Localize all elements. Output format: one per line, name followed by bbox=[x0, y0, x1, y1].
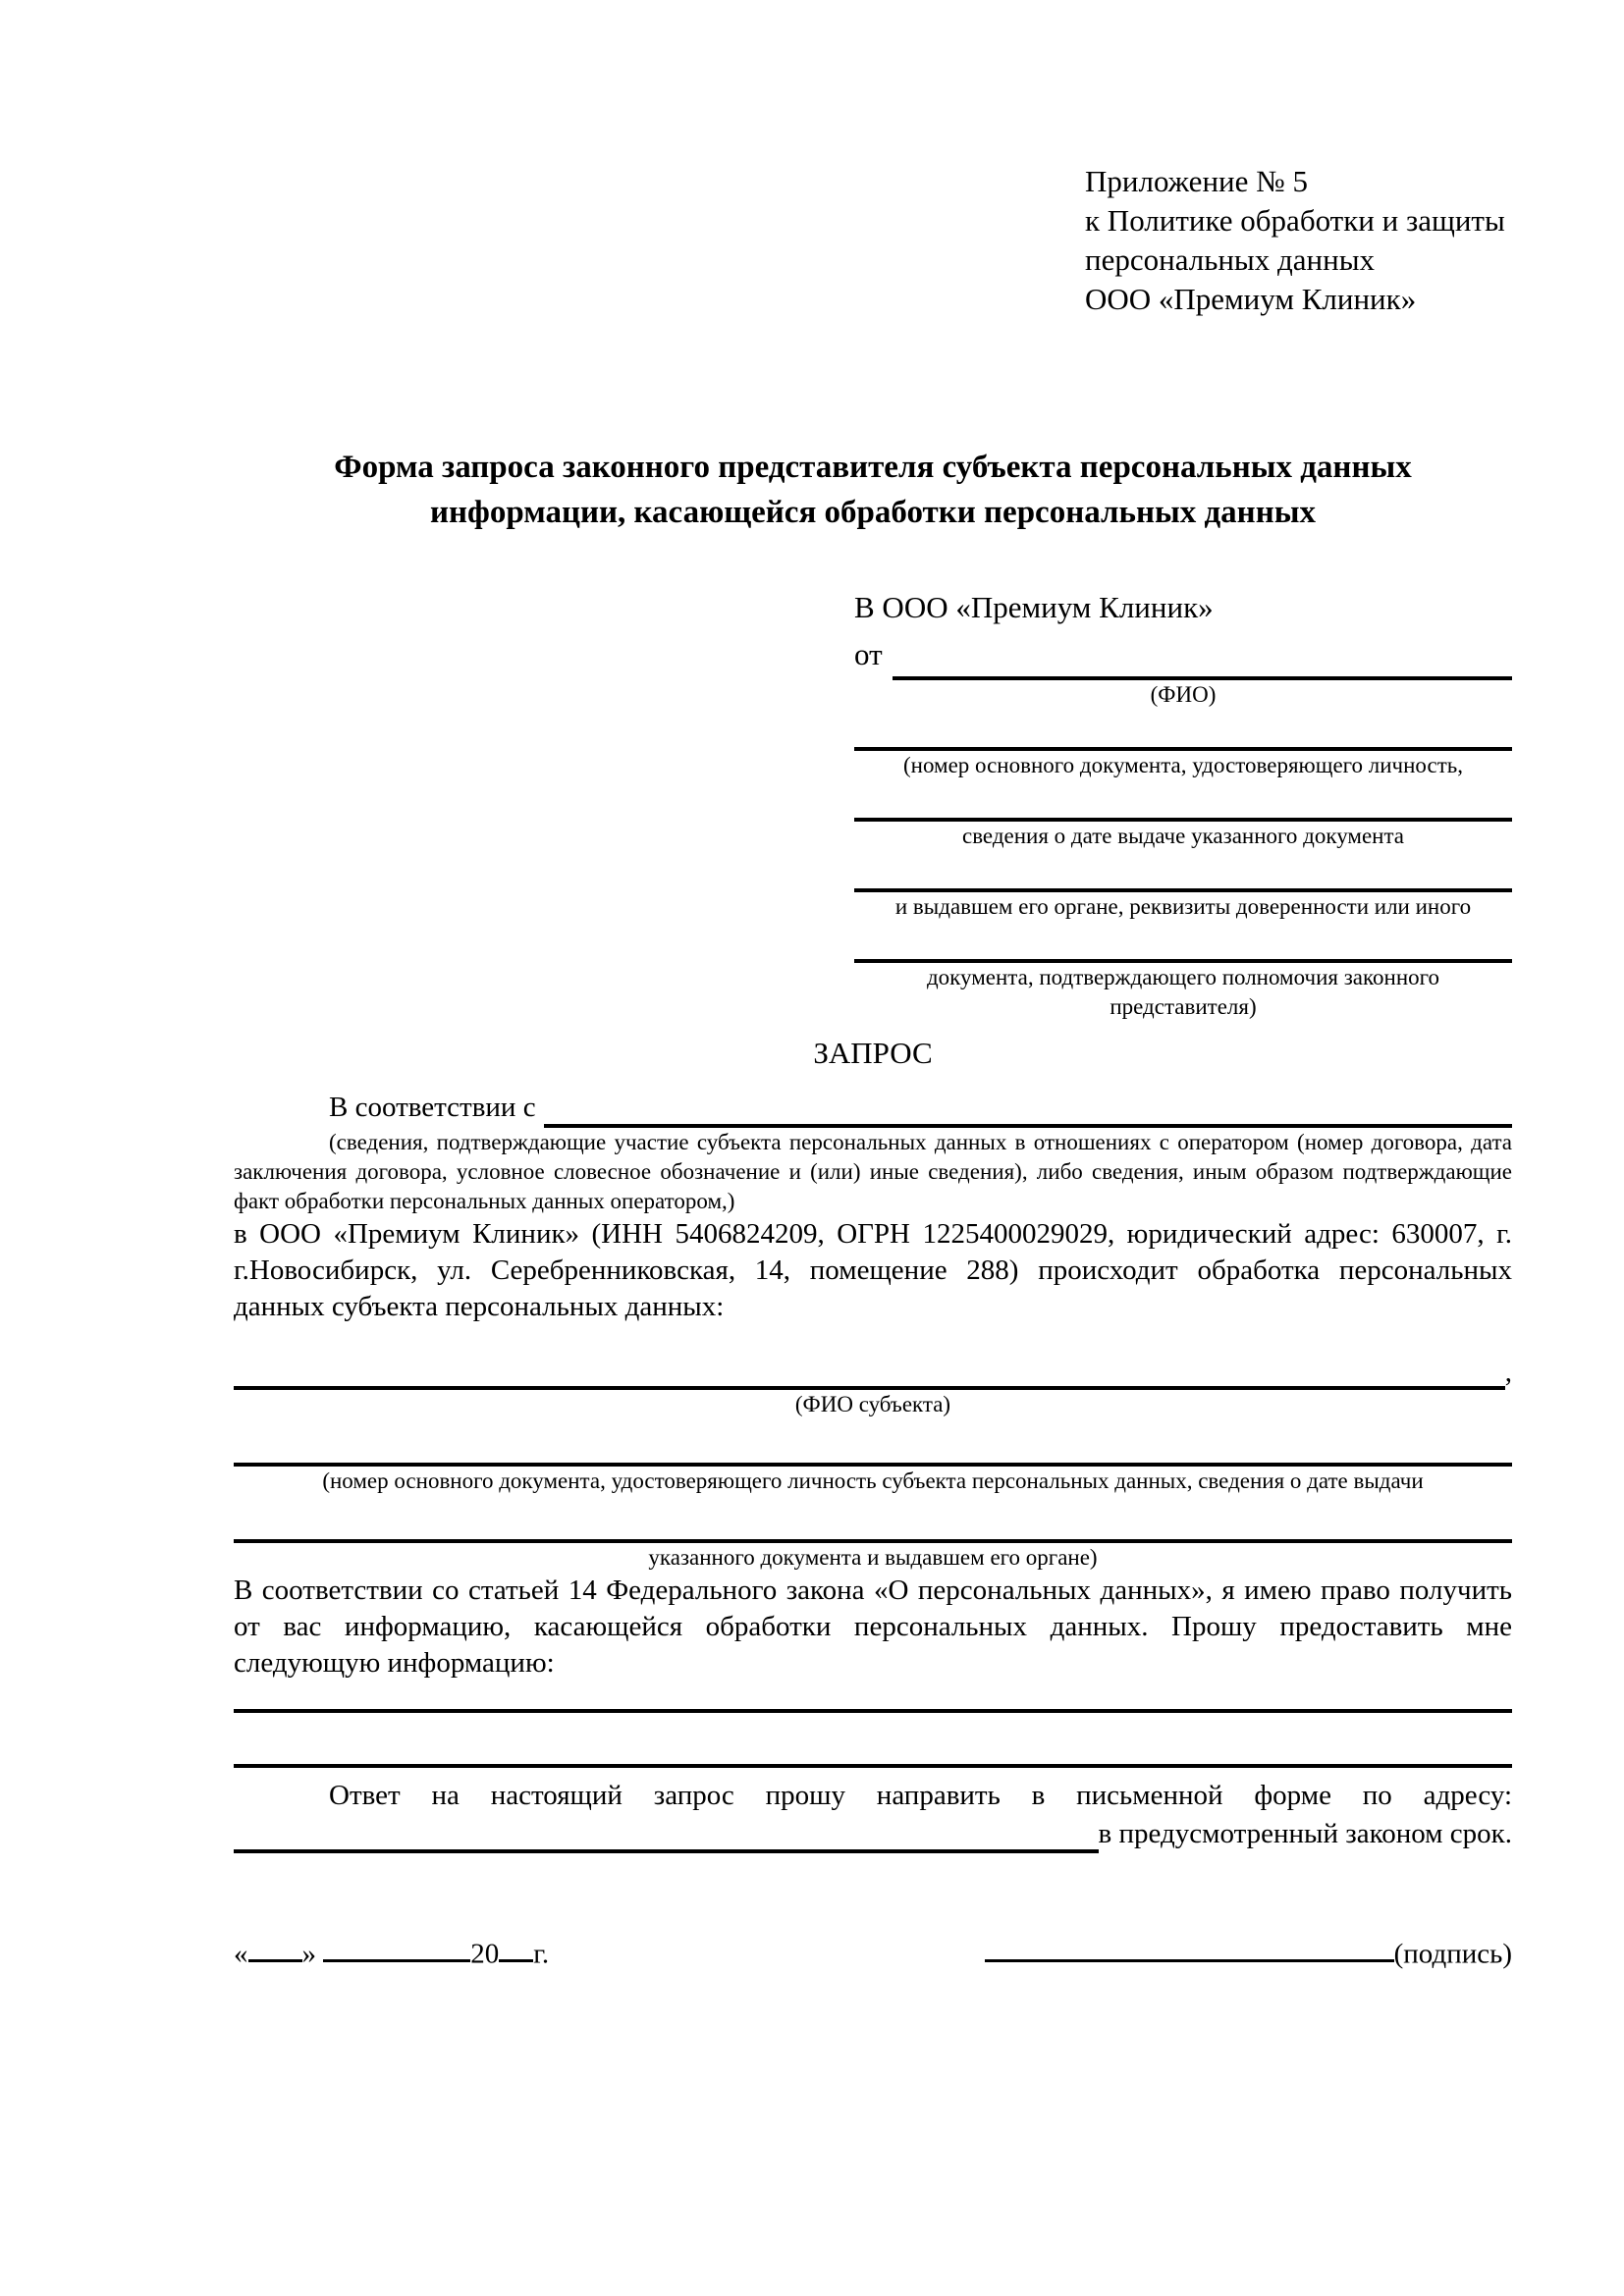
field-group bbox=[854, 747, 1512, 780]
year-prefix: 20 bbox=[470, 1938, 500, 1970]
addressee-to: В ООО «Премиум Клиник» bbox=[854, 590, 1214, 624]
field-caption: (номер основного документа, удостоверяющего личность, bbox=[902, 753, 1463, 777]
blank-line bbox=[544, 1087, 1512, 1128]
field-group bbox=[854, 959, 1512, 1022]
field-caption: (ФИО) bbox=[1150, 682, 1217, 707]
field-caption: сведения о дате выдаче указанного документа bbox=[961, 824, 1405, 848]
blank-year bbox=[499, 1930, 533, 1962]
law-paragraph: В соответствии со статьей 14 Федерального закона «О персональных данных», я имею право получить от вас информацию, касающейся обработки персональных данных. Прошу предоставить мне следующую информацию: bbox=[234, 1575, 1512, 1679]
document-title-line: информации, касающейся обработки персональных данных bbox=[430, 495, 1316, 530]
blank-line bbox=[234, 1764, 1512, 1768]
signature-field bbox=[985, 1930, 1512, 1972]
appendix-line: к Политике обработки и защиты bbox=[1085, 203, 1505, 238]
addressee-block bbox=[854, 586, 1512, 1022]
blank-line bbox=[893, 629, 1512, 680]
from-label: от bbox=[854, 637, 883, 671]
field-caption: (ФИО субъекта) bbox=[794, 1392, 951, 1416]
field-caption: (номер основного документа, удостоверяющего личность субъекта персональных данных, сведения о дате выдачи bbox=[322, 1468, 1424, 1493]
accordance-label: В соответствии с bbox=[329, 1092, 536, 1123]
operator-paragraph: в ООО «Премиум Клиник» (ИНН 5406824209, ОГРН 1225400029029, юридический адрес: 630007, г. г.Новосибирск, ул. Серебренниковская, 14, помещение 288) происходит обработка персональных данных субъекта персональных данных: bbox=[234, 1218, 1512, 1322]
open-quote: « bbox=[234, 1938, 248, 1970]
date-field bbox=[234, 1930, 549, 1972]
field-caption: документа, подтверждающего полномочия законного представителя) bbox=[926, 965, 1439, 1019]
appendix-line: ООО «Премиум Клиник» bbox=[1085, 282, 1417, 316]
date-signature-row bbox=[234, 1930, 1512, 1972]
signature-caption: (подпись) bbox=[1393, 1938, 1512, 1970]
field-caption: и выдавшем его органе, реквизиты доверенности или иного bbox=[894, 894, 1472, 919]
addressee-from-line bbox=[854, 629, 1512, 680]
subject-fio-line bbox=[234, 1355, 1512, 1390]
appendix-line: персональных данных bbox=[1085, 242, 1376, 277]
field-group bbox=[854, 888, 1512, 922]
answer-address-line bbox=[234, 1814, 1512, 1853]
appendix-line: Приложение № 5 bbox=[1085, 164, 1308, 198]
appendix-block bbox=[1085, 162, 1512, 319]
answer-request-line: Ответ на настоящий запрос прошу направить в письменной форме по адресу: bbox=[329, 1780, 1512, 1811]
close-quote: » bbox=[301, 1938, 316, 1970]
answer-tail: в предусмотренный законом срок. bbox=[1098, 1818, 1512, 1849]
comma: , bbox=[1504, 1357, 1512, 1388]
blank-line bbox=[234, 1709, 1512, 1713]
blank-signature bbox=[985, 1930, 1394, 1962]
accordance-note: (сведения, подтверждающие участие субъекта персональных данных в отношениях с оператором (номер договора, дата заключения договора, условное словесное обозначение и (или) иные сведения), либо сведения, иным образом подтверждающие факт обработки персональных данных оператором,) bbox=[234, 1130, 1512, 1213]
request-heading: ЗАПРОС bbox=[813, 1036, 933, 1070]
document-title-line: Форма запроса законного представителя субъекта персональных данных bbox=[334, 450, 1412, 485]
year-suffix: г. bbox=[533, 1938, 550, 1970]
blank-month bbox=[323, 1930, 470, 1962]
field-group bbox=[854, 818, 1512, 851]
field-caption: указанного документа и выдавшем его органе) bbox=[648, 1545, 1098, 1570]
accordance-line bbox=[234, 1087, 1512, 1128]
document-title bbox=[234, 445, 1512, 535]
blank-day bbox=[248, 1930, 302, 1962]
blank-line bbox=[234, 1814, 1099, 1853]
blank-line bbox=[234, 1355, 1505, 1390]
